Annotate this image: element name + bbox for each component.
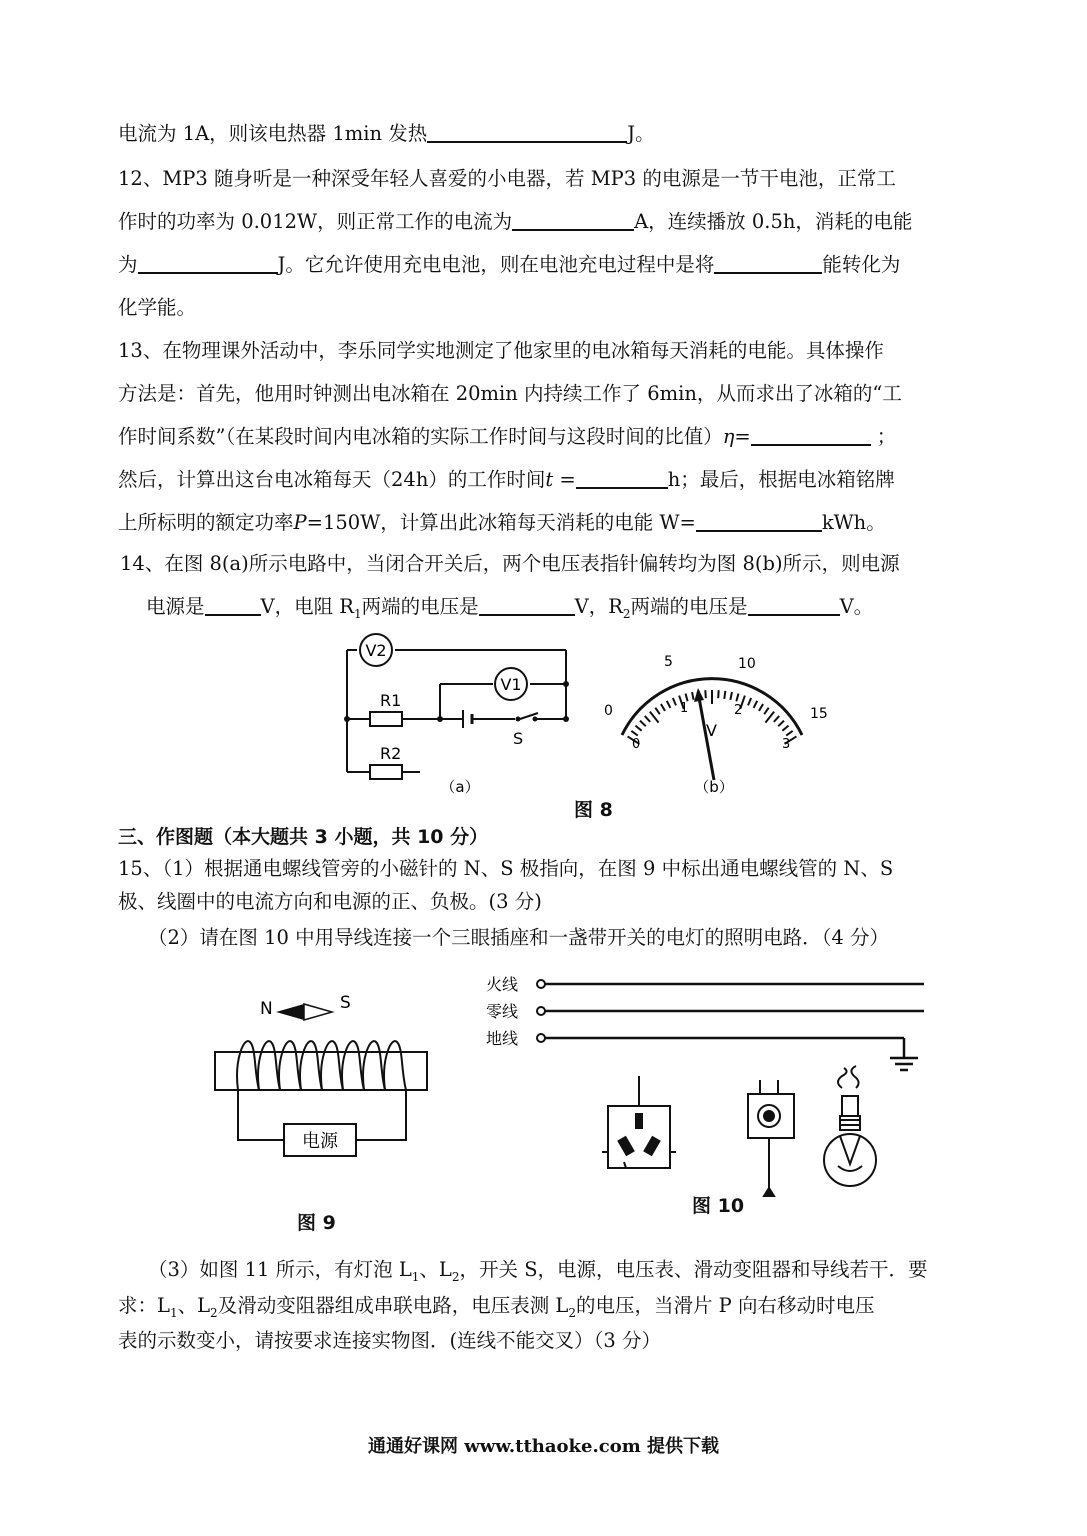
dial-tick [774,716,779,722]
q15-3-text: 的电压，当滑片 P 向右移动时电压 [575,1294,875,1317]
dial-tick [635,726,641,731]
figure-9-caption: 图 9 [297,1212,336,1234]
q15-3-sub: 2 [451,1269,460,1284]
figure-8b-voltmeter-dial [596,640,836,800]
q13-text: ； [876,425,897,448]
q14-sub: 2 [622,606,631,621]
q12-blank-energy[interactable] [138,252,278,274]
q12-line-2 [118,206,912,234]
dial-tick [782,726,788,731]
q14-blank-source[interactable] [205,594,261,616]
q14-line-2 [146,591,873,621]
q15-line-3: （2）请在图 10 中用导线连接一个三眼插座和一盏带开关的电灯的照明电路．（4 分） [148,926,889,949]
q12-text: 为 [118,253,138,276]
q14-blank-r2[interactable] [748,594,840,616]
meter-label-2-bottom: 2 [734,703,743,718]
dial-tick [765,712,774,723]
solenoid-coil-turn [363,1041,385,1090]
q12-line-4: 化学能。 [118,296,197,319]
dial-tick [661,704,665,711]
solenoid-coil-turn [321,1041,343,1090]
q13-line-3 [118,421,896,449]
q15-3-line-3: 表的示数变小，请按要求连接实物图．(连线不能交叉）（3 分） [118,1329,661,1352]
q13-line-2: 方法是：首先，他用时钟测出电冰箱在 20min 内持续工作了 6min，从而求出了冰箱的“工 [118,382,902,405]
q12-text: A，连续播放 0.5h，消耗的电能 [634,210,913,233]
solenoid-coil-turn [279,1041,301,1090]
q15-3-text: 求：L [118,1294,170,1317]
q12-text: 作时的功率为 0.012W，则正常工作的电流为 [118,210,513,233]
meter-unit: V [706,721,717,740]
figure-9-solenoid [212,990,437,1160]
q15-3-text: 、L [419,1258,452,1281]
v1-label: V1 [500,675,522,694]
dial-tick [673,698,676,705]
q13-text: h；最后，根据电冰箱铭牌 [667,468,895,491]
r1-label: R1 [380,691,402,710]
q13-blank-energy[interactable] [696,510,822,532]
q14-text: V，R [574,595,623,618]
q15-3-sub: 2 [568,1305,576,1320]
compass-needle-north [276,1004,304,1020]
q13-line-1: 13、在物理课外活动中，李乐同学实地测定了他家里的电冰箱每天消耗的电能。具体操作 [118,339,884,362]
q15-3-line-1 [148,1254,928,1284]
q15-3-sub: 1 [169,1305,178,1320]
needle-tip-icon [694,688,704,702]
dial-tick [705,690,706,698]
q15-line-1: 15、（1）根据通电螺线管旁的小磁针的 N、S 极指向，在图 9 中标出通电螺线管的 N、S [118,857,894,880]
q14-text: V。 [839,595,874,618]
fig8a-label: （a） [440,778,480,796]
dial-tick [667,701,671,708]
page-footer: 通通好课网 www.tthaoke.com 提供下载 [367,1436,720,1457]
meter-label-0-bottom: 0 [632,737,641,752]
q12-blank-conversion[interactable] [714,252,822,274]
q15-3-text: （3）如图 11 所示，有灯泡 L [148,1258,412,1281]
dial-tick [748,698,751,705]
q13-line-5 [118,507,886,535]
dial-tick [764,708,769,715]
neutral-wire-label: 零线 [486,1002,519,1021]
q13-blank-time[interactable] [576,467,668,489]
q15-3-sub: 2 [210,1305,218,1320]
meter-label-15-top: 15 [810,706,828,722]
q13-text: =150W，计算出此冰箱每天消耗的电能 W= [306,511,696,534]
dial-tick [650,712,659,723]
s-label: S [513,729,524,748]
figure-8-caption: 图 8 [574,799,613,821]
meter-label-1-bottom: 1 [680,701,689,716]
q13-text: 然后，计算出这台电冰箱每天（24h）的工作时间 [118,468,546,491]
v2-label: V2 [365,641,387,660]
q14-text: 两端的电压是 [630,595,748,618]
wall-switch-icon [748,1080,794,1196]
meter-label-10-top: 10 [738,656,756,672]
meter-label-5-top: 5 [664,654,673,670]
q14-line-1: 14、在图 8(a)所示电路中，当闭合开关后，两个电压表指针偏转均为图 8(b)所示，则电源 [120,552,900,575]
q14-text: 电源是 [146,595,205,618]
solenoid-coil-turn [342,1041,364,1090]
ground-wire-label: 地线 [486,1029,519,1048]
compass-needle-south [304,1004,332,1020]
section-3-title: 三、作图题（本大题共 3 小题，共 10 分） [118,826,489,848]
dial-tick [759,704,763,711]
figure-8a-circuit [330,628,580,800]
q11-line [118,118,655,146]
dial-tick [655,708,660,715]
q12-line-1: 12、MP3 随身听是一种深受年轻人喜爱的小电器，若 MP3 的电源是一节干电池，正常工 [118,167,896,190]
q13-text: 上所标明的额定功率 [118,511,294,534]
q14-text: 两端的电压是 [361,595,479,618]
dial-tick [754,701,758,708]
live-wire-label: 火线 [486,975,519,994]
q13-line-4 [118,464,895,492]
q12-blank-current[interactable] [512,209,634,231]
q13-eta: η= [722,425,751,448]
q15-3-text: 及滑动变阻器组成串联电路，电压表测 L [217,1294,569,1317]
q14-text: V，电阻 R [260,595,354,618]
r2-label: R2 [380,744,402,763]
figure-10-caption: 图 10 [692,1195,745,1217]
q13-t: t = [545,468,576,491]
q11-blank[interactable] [427,121,627,143]
three-pin-socket-icon [602,1076,676,1168]
q15-3-line-2 [118,1290,875,1320]
dial-tick [718,690,719,698]
q12-text: 能转化为 [822,253,901,276]
q14-sub: 1 [353,606,362,621]
dial-tick [724,691,725,699]
dial-tick [736,694,738,702]
q13-text: 作时间系数”（在某段时间内电冰箱的实际工作时间与这段时间的比值） [118,425,723,448]
q15-3-text: 、L [177,1294,211,1317]
meter-label-0-top: 0 [604,703,613,719]
q15-3-text: ，开关 S，电源，电压表、滑动变阻器和导线若干．要 [459,1258,928,1281]
compass-s-label: S [340,993,351,1013]
dial-tick [692,692,694,700]
q13-text: kWh。 [821,511,886,534]
solenoid-coil-turn [384,1041,406,1090]
figure-10-wiring [484,968,934,1208]
q13-p: P [293,511,307,534]
dial-tick [640,721,646,727]
dial-tick [786,731,792,736]
q14-blank-r1[interactable] [479,594,575,616]
q15-3-sub: 1 [411,1269,420,1284]
solenoid-coil-turn [300,1041,322,1090]
fig8b-label: （b） [694,778,734,796]
dial-tick [631,731,637,736]
q15-line-2: 极、线圈中的电流方向和电源的正、负极。(3 分) [118,890,542,913]
dial-tick [645,716,650,722]
dial-tick [778,721,784,727]
q13-blank-eta[interactable] [751,424,871,446]
dial-tick [730,692,732,700]
light-bulb-icon [824,1066,876,1186]
q12-line-3 [118,249,900,277]
power-supply-label: 电源 [302,1131,338,1152]
compass-n-label: N [260,999,273,1019]
solenoid-coil-turn [258,1041,280,1090]
solenoid-coil-turn [237,1041,259,1090]
q12-text: J。它允许使用充电电池，则在电池充电过程中是将 [277,253,715,276]
q11-unit: J。 [627,122,655,145]
q11-text: 电流为 1A，则该电热器 1min 发热 [118,122,428,145]
meter-label-3-bottom: 3 [782,737,791,752]
